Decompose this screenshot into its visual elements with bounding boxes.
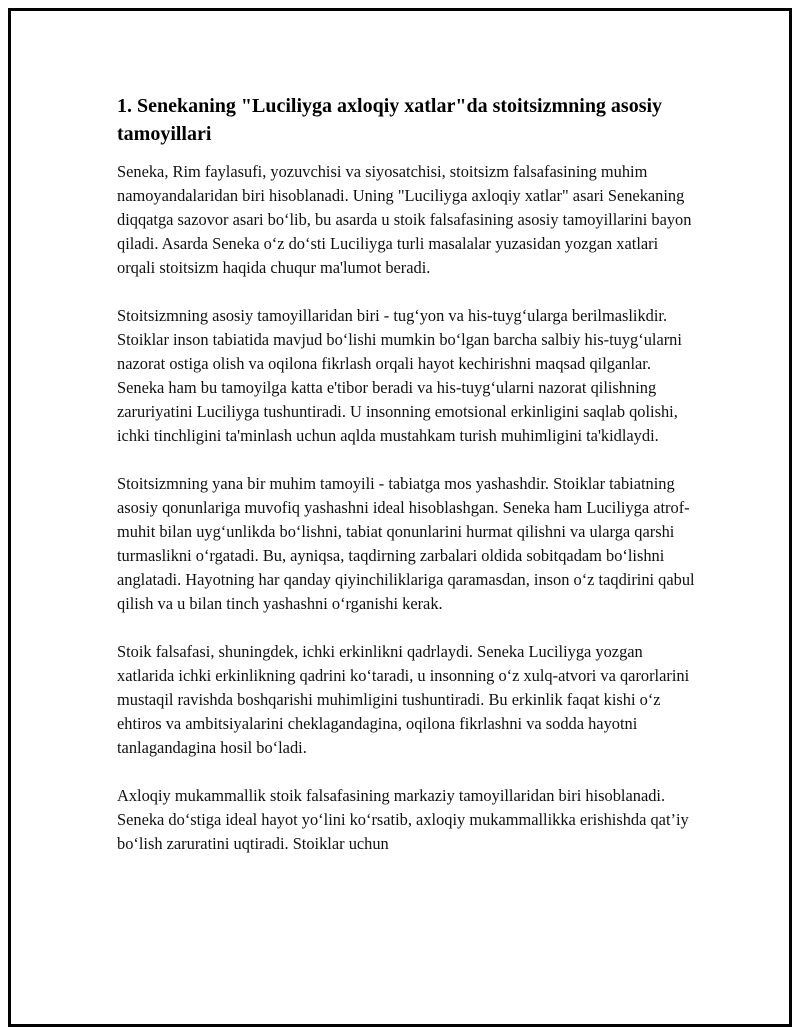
paragraph-perfection: Axloqiy mukammallik stoik falsafasining markaziy tamoyillaridan biri hisoblanadi. Seneka doʻstiga ideal hayot yoʻlini koʻrsatib, axloqiy mukammallikka erishishda qat’iy boʻlish zaruratini uqtiradi. Stoiklar uchun <box>117 786 689 853</box>
paragraph-nature: Stoitsizmning yana bir muhim tamoyili - tabiatga mos yashashdir. Stoiklar tabiatning asosiy qonunlariga muvofiq yashashni ideal hisoblashgan. Seneka ham Luciliyga atrof-muhit bilan uygʻunlikda boʻlishni, tabiat qonunlarini hurmat qilishni va ularga qarshi turmaslikni oʻrgatadi. Bu, ayniqsa, taqdirning zarbalari oldida sobitqadam boʻlishni anglatadi. Hayotning har qanday qiyinchiliklariga qaramasdan, inson oʻz taqdirini qabul qilish va u bilan tinch yashashni oʻrganishi kerak. <box>117 474 695 613</box>
paragraph-intro: Seneka, Rim faylasufi, yozuvchisi va siyosatchisi, stoitsizm falsafasining muhim namoyandalaridan biri hisoblanadi. Uning "Luciliyga axloqiy xatlar" asari Senekaning diqqatga sazovor asari boʻlib, bu asarda u stoik falsafasining asosiy tamoyillarini bayon qiladi. Asarda Seneka oʻz doʻsti Luciliyga turli masalalar yuzasidan yozgan xatlari orqali stoitsizm haqida chuqur ma'lumot beradi. <box>117 162 692 277</box>
section-heading: 1. Senekaning "Luciliyga axloqiy xatlar"da stoitsizmning asosiy tamoyillari <box>117 95 663 145</box>
paragraph-freedom: Stoik falsafasi, shuningdek, ichki erkinlikni qadrlaydi. Seneka Luciliyga yozgan xatlarida ichki erkinlikning qadrini koʻtaradi, u insonning oʻz xulq-atvori va qarorlarini mustaqil ravishda boshqarishi muhimligini tushuntiradi. Bu erkinlik faqat kishi oʻz ehtiros va ambitsiyalarini cheklagandagina, oqilona fikrlashni va sodda hayotni tanlagandagina hosil boʻladi. <box>117 642 690 757</box>
paragraph-emotions: Stoitsizmning asosiy tamoyillaridan biri - tugʻyon va his-tuygʻularga berilmaslikdir. Stoiklar inson tabiatida mavjud boʻlishi mumkin boʻlgan barcha salbiy his-tuygʻularni nazorat ostiga olish va oqilona fikrlash orqali hayot kechirishni maqsad qilganlar. Seneka ham bu tamoyilga katta e'tibor beradi va his-tuygʻularni nazorat qilishning zaruriyatini Luciliyga tushuntiradi. U insonning emotsional erkinligini saqlab qolishi, ichki tinchligini ta'minlash uchun aqlda mustahkam turish muhimligini ta'kidlaydi. <box>117 306 682 445</box>
document-body <box>117 92 697 880</box>
